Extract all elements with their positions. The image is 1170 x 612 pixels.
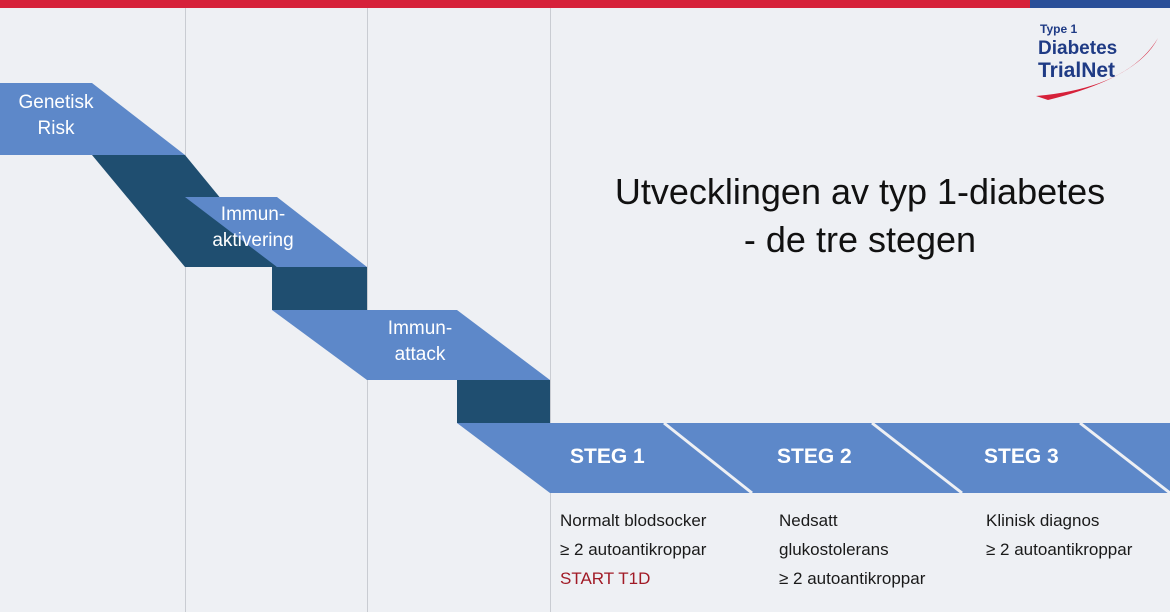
phase-label-immune-attack xyxy=(365,316,475,368)
phase-label-line: attack xyxy=(394,344,446,365)
title-line-1: Utvecklingen av typ 1-diabetes xyxy=(614,171,1106,212)
stage-2-description xyxy=(779,506,925,593)
logo-text: TrialNet xyxy=(1038,59,1116,82)
description-line: glukostolerans xyxy=(779,540,889,559)
stage-label-2: STEG 2 xyxy=(777,445,852,468)
stage-1-description xyxy=(560,506,706,593)
phase-label-immune-activation xyxy=(188,202,318,254)
description-line: ≥ 2 autoantikroppar xyxy=(986,540,1133,559)
phase-label-line: aktivering xyxy=(212,230,294,251)
phase-label-genetic-risk xyxy=(8,90,104,142)
phase-riser-2 xyxy=(272,267,367,310)
phase-label-line: Risk xyxy=(37,118,75,139)
start-t1d-label: START T1D xyxy=(560,569,651,588)
stage-label-1: STEG 1 xyxy=(570,445,645,468)
logo-text: Diabetes xyxy=(1038,38,1118,59)
phase-label-line: Genetisk xyxy=(18,92,94,113)
description-line: Nedsatt xyxy=(779,511,838,530)
description-line: ≥ 2 autoantikroppar xyxy=(779,569,926,588)
title-line-2: - de tre stegen xyxy=(743,219,977,260)
trialnet-logo xyxy=(1018,18,1163,103)
slide-title xyxy=(560,168,1160,264)
description-line: ≥ 2 autoantikroppar xyxy=(560,540,707,559)
phase-label-line: Immun- xyxy=(387,318,453,339)
logo-text: Type 1 xyxy=(1040,22,1078,36)
phase-label-line: Immun- xyxy=(220,204,286,225)
description-line: Normalt blodsocker xyxy=(560,511,707,530)
stage-label-3: STEG 3 xyxy=(984,445,1059,468)
stage-3-description xyxy=(986,506,1132,564)
description-line: Klinisk diagnos xyxy=(986,511,1100,530)
phase-riser-3 xyxy=(457,380,550,423)
